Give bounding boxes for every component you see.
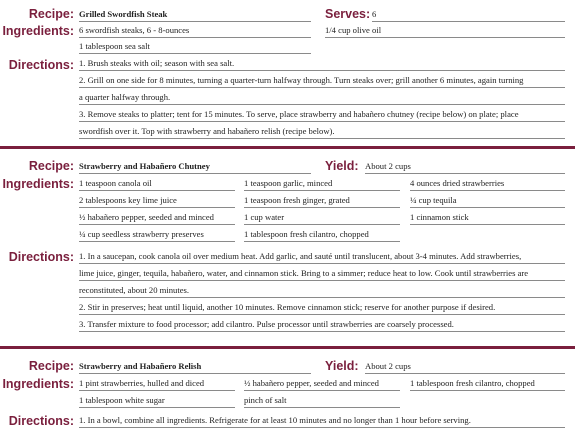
ingredients-label: Ingredients:	[2, 24, 74, 38]
ingredient-item: ¼ cup tequila	[410, 195, 565, 208]
ingredient-item: 2 tablespoons key lime juice	[79, 195, 235, 208]
direction-line: 3. Transfer mixture to food processor; add cilantro. Pulse processor until strawberries are coarsely processed.	[79, 319, 565, 332]
yield-label: Yield:	[325, 159, 359, 173]
recipe-title: Strawberry and Habañero Chutney	[79, 161, 311, 174]
direction-line: 1. Brush steaks with oil; season with sea salt.	[79, 58, 565, 71]
ingredient-item: 1 tablespoon fresh cilantro, chopped	[244, 229, 400, 242]
ingredient-item: 6 swordfish steaks, 6 - 8-ounces	[79, 25, 311, 38]
ingredients-label: Ingredients:	[2, 177, 74, 191]
ingredient-item: 1 tablespoon white sugar	[79, 395, 235, 408]
direction-line: swordfish over it. Top with strawberry and habañero relish (recipe below).	[79, 126, 565, 139]
section-divider	[0, 346, 575, 349]
ingredient-item: 1 tablespoon fresh cilantro, chopped	[410, 378, 565, 391]
yield-value: About 2 cups	[365, 161, 565, 174]
section-divider	[0, 146, 575, 149]
ingredient-item: 1 teaspoon fresh ginger, grated	[244, 195, 400, 208]
directions-label: Directions:	[8, 58, 74, 72]
recipe-label: Recipe:	[28, 159, 74, 173]
recipe-label: Recipe:	[28, 359, 74, 373]
direction-line: a quarter halfway through.	[79, 92, 565, 105]
ingredient-item: 1 cup water	[244, 212, 400, 225]
ingredient-item: ¼ cup seedless strawberry preserves	[79, 229, 235, 242]
ingredient-item: ½ habañero pepper, seeded and minced	[244, 378, 400, 391]
serves-label: Serves:	[325, 7, 371, 21]
direction-line: 3. Remove steaks to platter; tent for 15 minutes. To serve, place strawberry and habañero chutney (recipe below) on plate; place	[79, 109, 565, 122]
direction-line: 2. Stir in preserves; heat until liquid, another 10 minutes. Remove cinnamon stick; reserve for another purpose if desired.	[79, 302, 565, 315]
recipe-title: Strawberry and Habañero Relish	[79, 361, 311, 374]
ingredient-item: ½ habañero pepper, seeded and minced	[79, 212, 235, 225]
ingredient-item: 1 teaspoon garlic, minced	[244, 178, 400, 191]
ingredient-item: 1/4 cup olive oil	[325, 25, 565, 38]
ingredient-item: 1 pint strawberries, hulled and diced	[79, 378, 235, 391]
ingredient-item: pinch of salt	[244, 395, 400, 408]
recipe-label: Recipe:	[28, 7, 74, 21]
ingredient-item: 1 teaspoon canola oil	[79, 178, 235, 191]
ingredient-item: 1 cinnamon stick	[410, 212, 565, 225]
direction-line: 1. In a saucepan, cook canola oil over medium heat. Add garlic, and sauté until translucent, about 3-4 minutes. Add strawberries,	[79, 251, 565, 264]
ingredient-item: 1 tablespoon sea salt	[79, 41, 311, 54]
yield-value: About 2 cups	[365, 361, 565, 374]
ingredient-item: 4 ounces dried strawberries	[410, 178, 565, 191]
serves-value: 6	[372, 9, 565, 22]
directions-label: Directions:	[8, 250, 74, 264]
recipe-title: Grilled Swordfish Steak	[79, 9, 311, 22]
direction-line: lime juice, ginger, tequila, habañero, water, and cinnamon stick. Bring to a simmer; reduce heat to low. Cook until strawberries are	[79, 268, 565, 281]
direction-line: reconstituted, about 20 minutes.	[79, 285, 565, 298]
direction-line: 1. In a bowl, combine all ingredients. Refrigerate for at least 10 minutes and no longer than 1 hour before serving.	[79, 415, 565, 428]
yield-label: Yield:	[325, 359, 359, 373]
direction-line: 2. Grill on one side for 8 minutes, turning a quarter-turn halfway through. Turn steaks over; grill another 6 minutes, again turning	[79, 75, 565, 88]
directions-label: Directions:	[8, 414, 74, 428]
ingredients-label: Ingredients:	[2, 377, 74, 391]
